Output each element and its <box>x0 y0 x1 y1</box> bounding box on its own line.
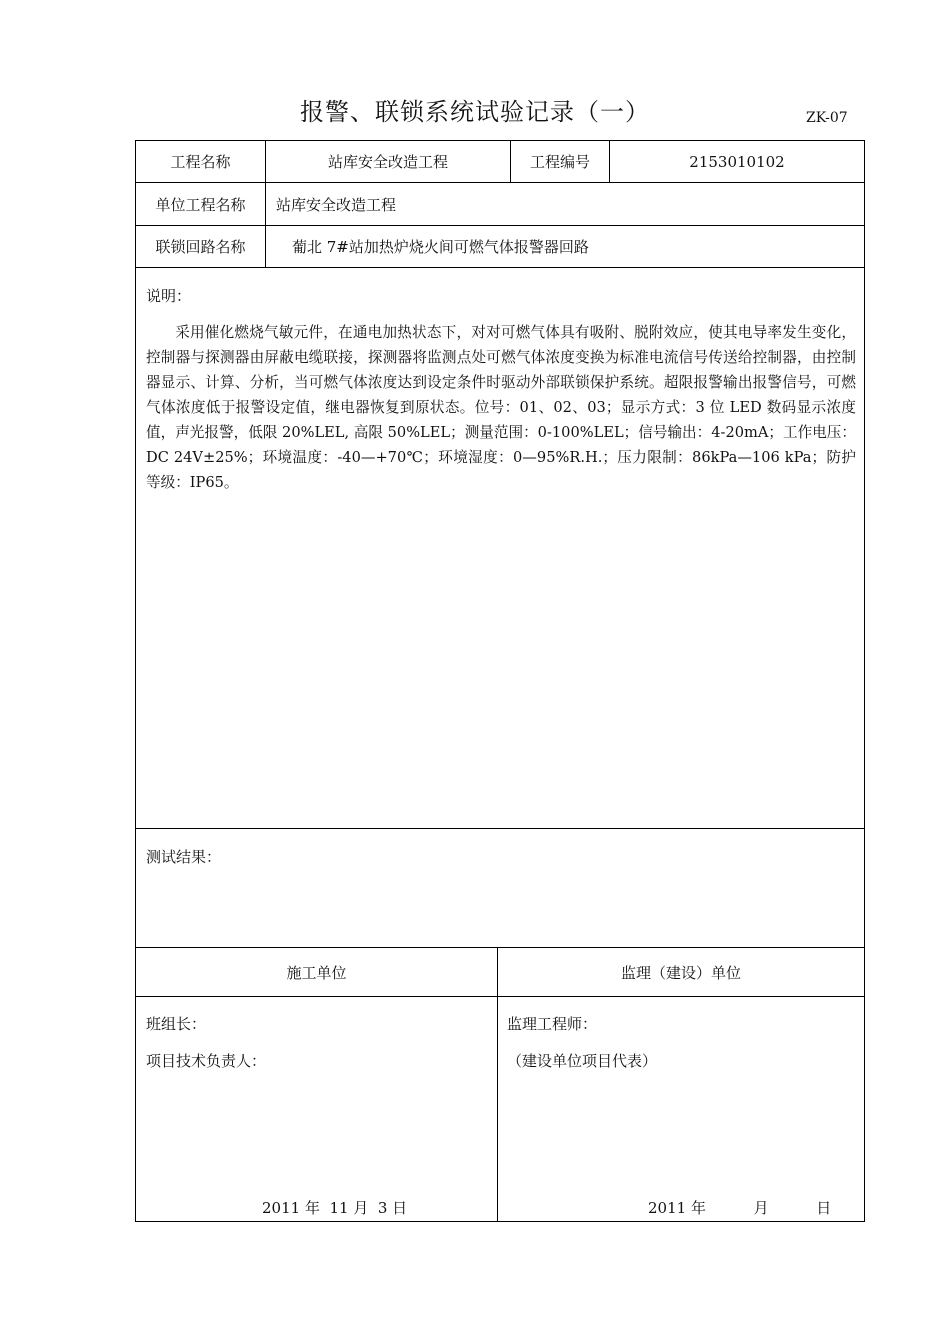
team-leader-label: 班组长： <box>146 1015 207 1033</box>
signature-body <box>136 997 864 1221</box>
signature-header-row <box>136 948 864 997</box>
supervision-signature-column <box>497 997 864 1221</box>
project-number-value: 2153010102 <box>609 141 864 182</box>
project-number-label: 工程编号 <box>510 141 609 182</box>
description-text: 采用催化燃烧气敏元件，在通电加热状态下，对对可燃气体具有吸附、脱附效应，使其电导率发生变化，控制器与探测器由屏蔽电缆联接，探测器将监测点处可燃气体浓度变换为标准电流信号传送给控制器，由控制器显示、计算、分析，当可燃气体浓度达到设定条件时驱动外部联锁保护系统。超限报警输出报警信号，可燃气体浓度低于报警设定值，继电器恢复到原状态。位号：01、02、03；显示方式：3 位 LED 数码显示浓度值，声光报警，低限 20%LEL, 高限 50%LEL；测量范围：0-100%LEL；信号输出：4-20mA；工作电压：DC 24V±25%；环境温度：-40—+70℃；环境湿度：0—95%R.H.；压力限制：86kPa—106 kPa；防护等级：IP65。 <box>146 324 856 491</box>
record-table <box>135 140 865 1222</box>
loop-name-value: 葡北 7#站加热炉烧火间可燃气体报警器回路 <box>265 226 864 267</box>
loop-row <box>136 226 864 268</box>
construction-signature-column <box>136 997 497 1221</box>
unit-project-row <box>136 183 864 226</box>
supervisor-label: 监理工程师： <box>507 1015 598 1033</box>
project-row <box>136 141 864 183</box>
supervision-unit-header: 监理（建设）单位 <box>497 948 864 996</box>
description-label: 说明： <box>146 287 192 305</box>
description-section <box>136 268 864 829</box>
tech-lead-label: 项目技术负责人： <box>146 1052 267 1070</box>
unit-project-value: 站库安全改造工程 <box>265 183 864 225</box>
project-name-label: 工程名称 <box>170 153 231 171</box>
test-result-section <box>136 829 864 948</box>
form-code: ZK-07 <box>806 110 848 126</box>
page-title: 报警、联锁系统试验记录（一） <box>300 98 650 126</box>
unit-project-label: 单位工程名称 <box>155 195 246 214</box>
owner-representative-label: （建设单位项目代表） <box>507 1052 658 1070</box>
supervision-date: 2011 年 月 日 <box>648 1199 832 1217</box>
project-name-value: 站库安全改造工程 <box>265 141 510 182</box>
construction-date: 2011 年 11 月 3 日 <box>262 1199 408 1217</box>
loop-label: 联锁回路名称 <box>155 238 246 256</box>
construction-unit-header: 施工单位 <box>286 963 347 982</box>
test-result-label: 测试结果： <box>146 848 222 866</box>
